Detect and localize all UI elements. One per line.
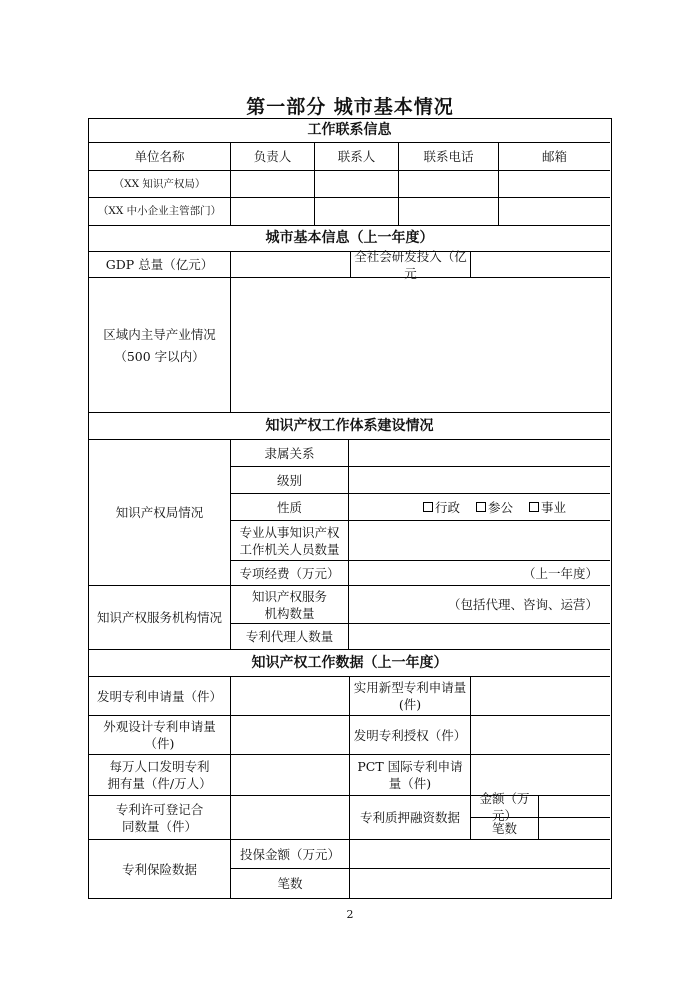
service-count-line2: 机构数量 [264,605,315,621]
gdp-input[interactable] [231,252,351,278]
affiliation-label: 隶属关系 [231,440,349,467]
utility-app-label: 实用新型专利申请量(件) [350,677,471,716]
option-civil[interactable] [476,499,513,516]
pledge-count-label: 笔数 [471,818,539,840]
level-input[interactable] [349,467,610,494]
cell-ipo-head[interactable] [231,171,315,198]
pct-app-label: PCT 国际专利申请量（件) [350,755,471,796]
staff-input[interactable] [349,521,610,561]
ins-count-label: 笔数 [231,869,350,898]
pledge-label: 专利质押融资数据 [350,796,471,840]
invent-app-label: 发明专利申请量（件） [89,677,231,716]
staff-label-line1: 专业从事知识产权 [239,524,340,540]
col-contact: 联系人 [315,143,399,171]
funding-input[interactable]: （上一年度） [349,561,610,586]
unit-ip-office: （XX 知识产权局） [89,171,231,198]
per10k-line2: 拥有量（件/万人） [107,776,212,791]
ins-amount-label: 投保金额（万元） [231,840,350,869]
option-institution-label: 事业 [540,499,566,515]
page-title: 第一部分 城市基本情况 [246,96,454,118]
checkbox-admin[interactable] [423,502,433,512]
insurance-label: 专利保险数据 [89,840,231,898]
rd-input[interactable] [471,252,610,278]
pledge-amount-label: 金额（万元） [471,796,539,818]
nature-options [349,494,610,521]
industry-label [89,278,231,413]
invent-grant-input[interactable] [471,716,610,755]
col-unit-name: 单位名称 [89,143,231,171]
option-institution[interactable] [529,499,566,516]
checkbox-institution[interactable] [529,502,539,512]
option-admin[interactable] [423,499,460,516]
invent-app-input[interactable] [231,677,350,716]
level-label: 级别 [231,467,349,494]
agents-input[interactable] [349,624,610,650]
ins-count-input[interactable] [350,869,610,898]
industry-input[interactable] [231,278,610,413]
staff-label-line2: 工作机关人员数量 [239,541,340,557]
nature-label: 性质 [231,494,349,521]
col-email: 邮箱 [499,143,610,171]
industry-label-line1: 区域内主导产业情况 [103,326,216,342]
invent-grant-label: 发明专利授权（件） [350,716,471,755]
per10k-label [89,755,231,796]
unit-sme-dept: （XX 中小企业主管部门） [89,198,231,226]
cell-sme-email[interactable] [499,198,610,226]
agents-label: 专利代理人数量 [231,624,349,650]
service-org-label: 知识产权服务机构情况 [89,586,231,650]
design-app-label: 外观设计专利申请量（件) [89,716,231,755]
gdp-label: GDP 总量（亿元） [89,252,231,278]
option-civil-label: 参公 [487,499,513,515]
page-number: 2 [346,908,354,921]
checkbox-civil[interactable] [476,502,486,512]
affiliation-input[interactable] [349,440,610,467]
cell-sme-phone[interactable] [399,198,499,226]
per10k-input[interactable] [231,755,350,796]
pledge-amount-input[interactable] [539,796,610,818]
service-count-line1: 知识产权服务 [251,588,327,604]
pledge-count-input[interactable] [539,818,610,840]
cell-ipo-phone[interactable] [399,171,499,198]
cell-sme-head[interactable] [231,198,315,226]
cell-ipo-email[interactable] [499,171,610,198]
bureau-label: 知识产权局情况 [89,440,231,586]
col-head: 负责人 [231,143,315,171]
option-admin-label: 行政 [434,499,460,515]
license-line1: 专利许可登记合 [115,801,204,817]
ins-amount-input[interactable] [350,840,610,869]
service-count-input[interactable]: （包括代理、咨询、运营） [349,586,610,624]
service-count-label [231,586,349,624]
staff-label [231,521,349,561]
license-input[interactable] [231,796,350,840]
cell-sme-contact[interactable] [315,198,399,226]
ip-data-section-header: 知识产权工作数据（上一年度） [89,650,610,677]
license-label [89,796,231,840]
ip-system-section-header: 知识产权工作体系建设情况 [89,413,610,440]
contact-section-header: 工作联系信息 [89,119,610,143]
design-app-input[interactable] [231,716,350,755]
industry-label-line2: （500 字以内） [114,348,205,364]
rd-label: 全社会研发投入（亿元 [351,252,471,278]
funding-label: 专项经费（万元） [231,561,349,586]
cell-ipo-contact[interactable] [315,171,399,198]
city-info-form [88,118,612,899]
utility-app-input[interactable] [471,677,610,716]
per10k-line1: 每万人口发明专利 [109,759,210,774]
city-section-header: 城市基本信息（上一年度） [89,226,610,252]
col-phone: 联系电话 [399,143,499,171]
license-line2: 同数量（件） [121,818,197,834]
